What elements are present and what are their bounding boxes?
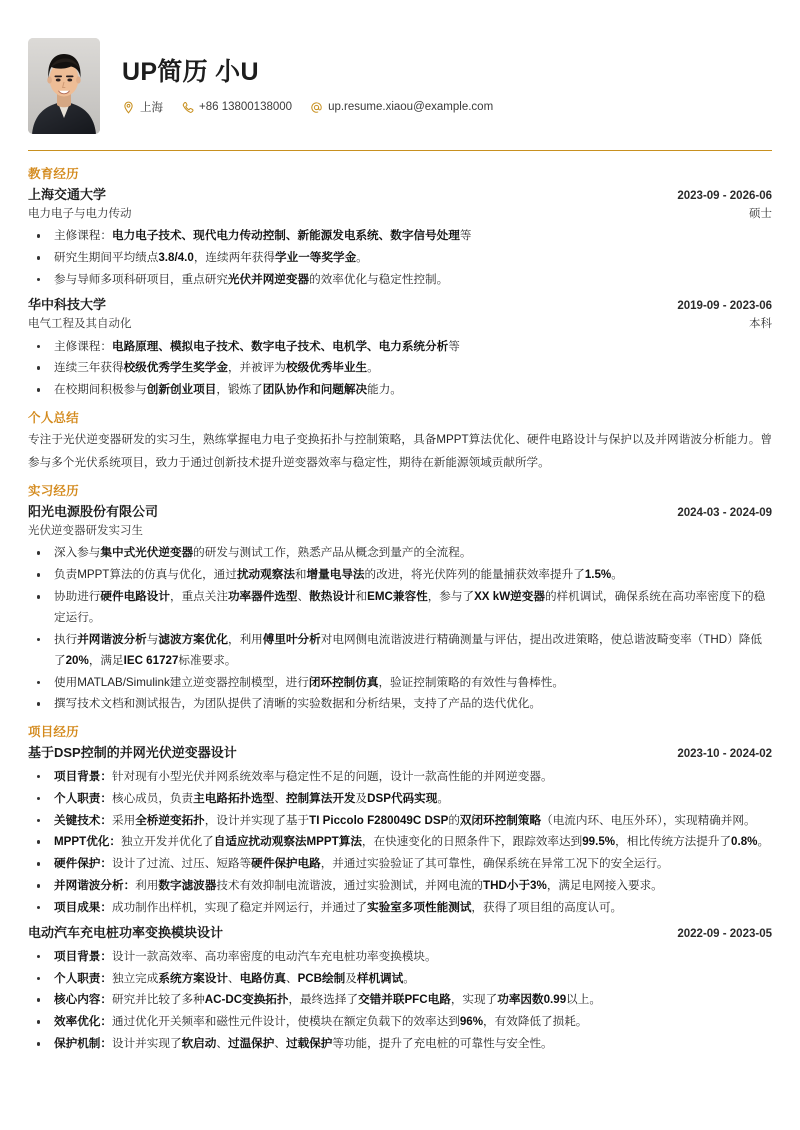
resume-section	[28, 165, 772, 401]
entry-date-range: 2019-09 - 2023-06	[677, 299, 772, 312]
entry-bullet-list	[28, 767, 772, 919]
entry-title-row	[28, 502, 772, 523]
resume-section	[28, 482, 772, 715]
bullet-item: 连续三年获得校级优秀学生奖学金，并被评为校级优秀毕业生。	[28, 358, 772, 379]
resume-sections	[28, 165, 772, 1055]
entry-date-range: 2024-03 - 2024-09	[677, 506, 772, 519]
bullet-item: 项目成果：成功制作出样机，实现了稳定并网运行，并通过了实验室多项性能测试，获得了项目组的高度认可。	[28, 898, 772, 919]
bullet-item: 个人职责：独立完成系统方案设计、电路仿真、PCB绘制及样机调试。	[28, 969, 772, 990]
bullet-item: 撰写技术文档和测试报告，为团队提供了清晰的实验数据和分析结果，支持了产品的迭代优化。	[28, 694, 772, 715]
contact-phone-text: +86 13800138000	[199, 101, 293, 113]
contact-list	[122, 99, 493, 115]
entry-degree: 本科	[749, 317, 772, 330]
contact-location	[122, 99, 163, 115]
contact-phone	[181, 101, 292, 114]
bullet-item: 执行并网谐波分析与滤波方案优化，利用傅里叶分析对电网侧电流谐波进行精确测量与评估，提出改进策略，使总谐波畸变率（THD）降低了20%，满足IEC 61727标准要求。	[28, 630, 772, 672]
bullet-item: 并网谐波分析：利用数字滤波器技术有效抑制电流谐波，通过实验测试，并网电流的THD小于3%，满足电网接入要求。	[28, 876, 772, 897]
identity-block	[122, 57, 493, 115]
bullet-item: 深入参与集中式光伏逆变器的研发与测试工作，熟悉产品从概念到量产的全流程。	[28, 543, 772, 564]
bullet-item: 使用MATLAB/Simulink建立逆变器控制模型，进行闭环控制仿真，验证控制策略的有效性与鲁棒性。	[28, 673, 772, 694]
bullet-item: 研究生期间平均绩点3.8/4.0，连续两年获得学业一等奖学金。	[28, 248, 772, 269]
bullet-item: 效率优化：通过优化开关频率和磁性元件设计，使模块在额定负载下的效率达到96%，有效降低了损耗。	[28, 1012, 772, 1033]
section-title: 教育经历	[28, 167, 79, 181]
resume-header	[28, 0, 772, 144]
contact-email	[310, 101, 493, 114]
entry-bullet-list	[28, 337, 772, 402]
entry-subtitle-row	[28, 206, 772, 224]
entry-title-row	[28, 923, 772, 944]
entry-degree: 硕士	[749, 207, 772, 220]
entry-subtitle-row	[28, 316, 772, 334]
entry-date-range: 2023-10 - 2024-02	[677, 748, 772, 761]
entry-subtitle: 电气工程及其自动化	[28, 317, 132, 330]
entry-bullet-list	[28, 226, 772, 291]
bullet-item: 保护机制：设计并实现了软启动、过温保护、过载保护等功能，提升了充电桩的可靠性与安全性。	[28, 1034, 772, 1055]
experience-entry	[28, 743, 772, 919]
bullet-item: 硬件保护：设计了过流、过压、短路等硬件保护电路，并通过实验验证了其可靠性，确保系统在异常工况下的安全运行。	[28, 854, 772, 875]
location-pin-icon	[122, 101, 135, 114]
entry-title-row	[28, 295, 772, 316]
bullet-item: 在校期间积极参与创新创业项目，锻炼了团队协作和问题解决能力。	[28, 380, 772, 401]
bullet-item: 核心内容：研究并比较了多种AC-DC变换拓扑，最终选择了交错并联PFC电路，实现了功率因数0.99以上。	[28, 990, 772, 1011]
entry-bullet-list	[28, 543, 772, 715]
contact-location-text: 上海	[140, 102, 163, 114]
bullet-item: MPPT优化：独立开发并优化了自适应扰动观察法MPPT算法，在快速变化的日照条件下，跟踪效率达到99.5%，相比传统方法提升了0.8%。	[28, 832, 772, 853]
entry-organization: 阳光电源股份有限公司	[28, 503, 159, 519]
entry-subtitle: 光伏逆变器研发实习生	[28, 524, 143, 537]
bullet-item: 个人职责：核心成员，负责主电路拓扑选型、控制算法开发及DSP代码实现。	[28, 789, 772, 810]
entry-title-row	[28, 185, 772, 206]
section-title: 实习经历	[28, 484, 79, 499]
entry-subtitle-row	[28, 523, 772, 541]
contact-email-text: up.resume.xiaou@example.com	[328, 101, 494, 113]
summary-paragraph: 专注于光伏逆变器研发的实习生，熟练掌握电力电子变换拓扑与控制策略，具备MPPT算法优化、硬件电路设计与保护以及并网谐波分析能力。曾参与多个光伏系统项目，致力于通过创新技术提升逆变器效率与稳定性，期待在新能源领域贡献所学。	[28, 432, 772, 469]
entry-organization: 基于DSP控制的并网光伏逆变器设计	[28, 745, 237, 761]
resume-section	[28, 723, 772, 1055]
email-at-icon	[310, 101, 323, 114]
experience-entry	[28, 923, 772, 1055]
resume-section	[28, 409, 772, 474]
entry-organization: 电动汽车充电桩功率变换模块设计	[28, 924, 224, 940]
header-divider	[28, 150, 772, 151]
bullet-item: 主修课程：电路原理、模拟电子技术、数字电子技术、电机学、电力系统分析等	[28, 337, 772, 358]
bullet-item: 参与导师多项科研项目，重点研究光伏并网逆变器的效率优化与稳定性控制。	[28, 270, 772, 291]
experience-entry	[28, 502, 772, 716]
section-title: 项目经历	[28, 725, 79, 740]
section-title: 个人总结	[28, 411, 79, 426]
entry-organization: 上海交通大学	[28, 186, 107, 202]
experience-entry	[28, 295, 772, 401]
page-title: UP简历 小U	[122, 58, 259, 86]
entry-date-range: 2023-09 - 2026-06	[677, 189, 772, 202]
bullet-item: 负责MPPT算法的仿真与优化，通过扰动观察法和增量电导法的改进，将光伏阵列的能量捕获效率提升了1.5%。	[28, 565, 772, 586]
bullet-item: 主修课程：电力电子技术、现代电力传动控制、新能源发电系统、数字信号处理等	[28, 226, 772, 247]
bullet-item: 项目背景：针对现有小型光伏并网系统效率与稳定性不足的问题，设计一款高性能的并网逆变器。	[28, 767, 772, 788]
entry-bullet-list	[28, 947, 772, 1055]
entry-title-row	[28, 743, 772, 764]
entry-date-range: 2022-09 - 2023-05	[677, 927, 772, 940]
entry-subtitle: 电力电子与电力传动	[28, 207, 132, 220]
entry-organization: 华中科技大学	[28, 296, 107, 312]
bullet-item: 项目背景：设计一款高效率、高功率密度的电动汽车充电桩功率变换模块。	[28, 947, 772, 968]
bullet-item: 关键技术：采用全桥逆变拓扑，设计并实现了基于TI Piccolo F280049C DSP的双闭环控制策略（电流内环、电压外环），实现精确并网。	[28, 811, 772, 832]
bullet-item: 协助进行硬件电路设计，重点关注功率器件选型、散热设计和EMC兼容性，参与了XX kW逆变器的样机调试，确保系统在高功率密度下的稳定运行。	[28, 587, 772, 629]
experience-entry	[28, 185, 772, 291]
avatar	[28, 38, 100, 134]
phone-icon	[181, 101, 194, 114]
